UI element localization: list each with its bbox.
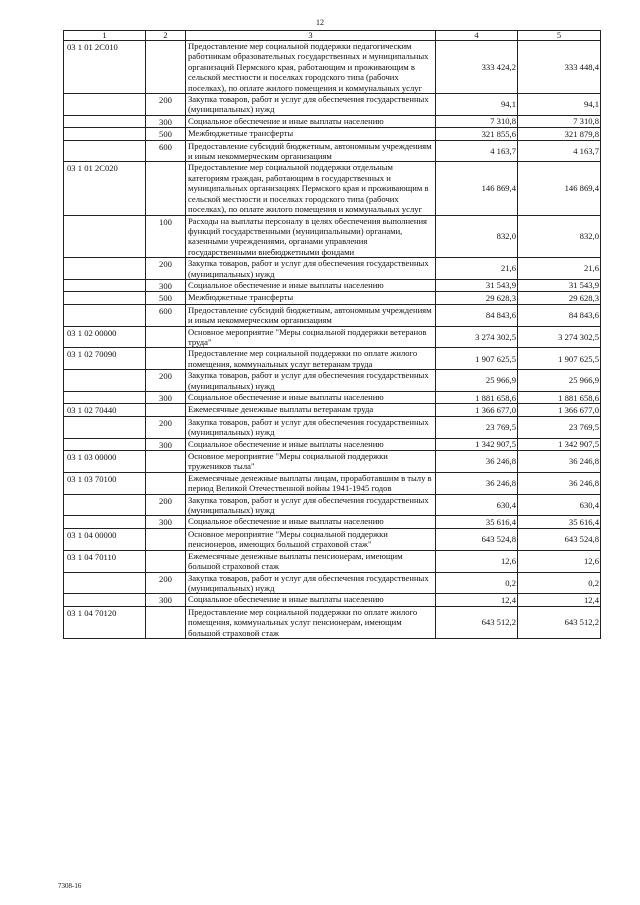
row-code: 03 1 02 70090: [64, 348, 146, 370]
row-expense-type: [146, 404, 186, 416]
row-amount-col5: 36 246,8: [518, 472, 601, 494]
row-amount-col5: 333 448,4: [518, 41, 601, 94]
row-code: 03 1 02 00000: [64, 326, 146, 348]
document-code: 7308-16: [58, 882, 82, 890]
row-code: [64, 494, 146, 516]
table-row: [64, 516, 601, 528]
row-expense-type: 200: [146, 258, 186, 280]
row-code: [64, 94, 146, 116]
row-code: 03 1 04 70120: [64, 606, 146, 638]
row-amount-col4: 12,4: [436, 594, 518, 606]
row-expense-type: 500: [146, 292, 186, 304]
row-amount-col5: 321 879,8: [518, 128, 601, 140]
row-amount-col5: 1 342 907,5: [518, 438, 601, 450]
row-name: Межбюджетные трансферты: [186, 292, 436, 304]
row-code: [64, 258, 146, 280]
row-name: Предоставление субсидий бюджетным, автономным учреждениям и иным некоммерческим организациям: [186, 304, 436, 326]
row-amount-col4: 643 524,8: [436, 528, 518, 550]
row-amount-col5: 146 869,4: [518, 162, 601, 215]
row-expense-type: [146, 451, 186, 473]
row-amount-col4: 1 881 658,6: [436, 392, 518, 404]
row-expense-type: 200: [146, 494, 186, 516]
row-name: Основное мероприятие "Меры социальной поддержки ветеранов труда": [186, 326, 436, 348]
table-row: [64, 304, 601, 326]
row-name: Закупка товаров, работ и услуг для обеспечения государственных (муниципальных) нужд: [186, 94, 436, 116]
row-amount-col5: 31 543,9: [518, 279, 601, 291]
row-name: Межбюджетные трансферты: [186, 128, 436, 140]
row-amount-col4: 0,2: [436, 572, 518, 594]
table-row: [64, 494, 601, 516]
row-amount-col4: 29 628,3: [436, 292, 518, 304]
row-amount-col5: 94,1: [518, 94, 601, 116]
row-amount-col5: 35 616,4: [518, 516, 601, 528]
row-expense-type: [146, 41, 186, 94]
row-amount-col5: 7 310,8: [518, 115, 601, 127]
row-code: [64, 128, 146, 140]
row-code: [64, 370, 146, 392]
table-row: [64, 416, 601, 438]
row-code: [64, 140, 146, 162]
table-row: [64, 392, 601, 404]
row-amount-col5: 84 843,6: [518, 304, 601, 326]
row-expense-type: 100: [146, 215, 186, 258]
row-amount-col5: 23 769,5: [518, 416, 601, 438]
row-expense-type: [146, 606, 186, 638]
row-expense-type: 300: [146, 516, 186, 528]
row-amount-col5: 4 163,7: [518, 140, 601, 162]
row-code: 03 1 03 00000: [64, 451, 146, 473]
header-col-4: 4: [436, 31, 518, 41]
row-amount-col4: 35 616,4: [436, 516, 518, 528]
row-amount-col5: 1 881 658,6: [518, 392, 601, 404]
row-amount-col4: 36 246,8: [436, 451, 518, 473]
row-amount-col5: 1 907 625,5: [518, 348, 601, 370]
row-name: Социальное обеспечение и иные выплаты населению: [186, 279, 436, 291]
table-row: [64, 606, 601, 638]
row-name: Закупка товаров, работ и услуг для обеспечения государственных (муниципальных) нужд: [186, 370, 436, 392]
row-amount-col5: 643 512,2: [518, 606, 601, 638]
row-amount-col4: 643 512,2: [436, 606, 518, 638]
table-row: [64, 258, 601, 280]
row-expense-type: [146, 472, 186, 494]
row-name: Предоставление мер социальной поддержки по оплате жилого помещения, коммунальных услуг пенсионерам, имеющим большой страховой стаж: [186, 606, 436, 638]
row-amount-col5: 12,4: [518, 594, 601, 606]
row-amount-col5: 25 966,9: [518, 370, 601, 392]
budget-table: [63, 30, 601, 639]
row-expense-type: [146, 162, 186, 215]
row-amount-col4: 3 274 302,5: [436, 326, 518, 348]
table-row: [64, 326, 601, 348]
row-name: Социальное обеспечение и иные выплаты населению: [186, 516, 436, 528]
row-name: Закупка товаров, работ и услуг для обеспечения государственных (муниципальных) нужд: [186, 494, 436, 516]
row-expense-type: 200: [146, 370, 186, 392]
row-name: Предоставление мер социальной поддержки отдельным категориям граждан, работающим в государственных и муниципальных организациях Пермского края и проживающим в сельской местности и поселках городского типа (рабочих поселках), по оплате жилого помещения и коммунальных услуг: [186, 162, 436, 215]
table-row: [64, 215, 601, 258]
row-name: Основное мероприятие "Меры социальной поддержки пенсионеров, имеющих большой страховой стаж": [186, 528, 436, 550]
row-code: [64, 416, 146, 438]
row-code: 03 1 01 2C020: [64, 162, 146, 215]
row-name: Предоставление субсидий бюджетным, автономным учреждениям и иным некоммерческим организациям: [186, 140, 436, 162]
row-name: Социальное обеспечение и иные выплаты населению: [186, 594, 436, 606]
row-expense-type: [146, 326, 186, 348]
row-amount-col4: 23 769,5: [436, 416, 518, 438]
row-code: [64, 215, 146, 258]
row-expense-type: [146, 528, 186, 550]
table-row: [64, 528, 601, 550]
row-amount-col4: 36 246,8: [436, 472, 518, 494]
row-name: Предоставление мер социальной поддержки по оплате жилого помещения, коммунальных услуг ветеранам труда: [186, 348, 436, 370]
row-name: Социальное обеспечение и иные выплаты населению: [186, 392, 436, 404]
row-code: [64, 115, 146, 127]
page-number: 12: [316, 18, 324, 27]
table-row: [64, 404, 601, 416]
row-name: Закупка товаров, работ и услуг для обеспечения государственных (муниципальных) нужд: [186, 416, 436, 438]
row-code: 03 1 02 70440: [64, 404, 146, 416]
table-row: [64, 550, 601, 572]
table-row: [64, 594, 601, 606]
row-amount-col5: 21,6: [518, 258, 601, 280]
table-row: [64, 438, 601, 450]
row-code: [64, 292, 146, 304]
row-code: 03 1 03 70100: [64, 472, 146, 494]
row-amount-col4: 333 424,2: [436, 41, 518, 94]
row-code: [64, 572, 146, 594]
row-code: 03 1 04 70110: [64, 550, 146, 572]
table-row: [64, 572, 601, 594]
header-col-1: 1: [64, 31, 146, 41]
row-amount-col4: 1 342 907,5: [436, 438, 518, 450]
row-amount-col4: 832,0: [436, 215, 518, 258]
row-amount-col4: 1 907 625,5: [436, 348, 518, 370]
row-amount-col4: 1 366 677,0: [436, 404, 518, 416]
row-expense-type: 200: [146, 416, 186, 438]
table-row: [64, 140, 601, 162]
table-row: [64, 162, 601, 215]
row-amount-col5: 3 274 302,5: [518, 326, 601, 348]
row-name: Социальное обеспечение и иные выплаты населению: [186, 438, 436, 450]
header-col-3: 3: [186, 31, 436, 41]
row-name: Закупка товаров, работ и услуг для обеспечения государственных (муниципальных) нужд: [186, 572, 436, 594]
row-amount-col5: 12,6: [518, 550, 601, 572]
row-amount-col4: 94,1: [436, 94, 518, 116]
row-code: [64, 594, 146, 606]
row-amount-col5: 832,0: [518, 215, 601, 258]
row-expense-type: [146, 348, 186, 370]
row-amount-col5: 36 246,8: [518, 451, 601, 473]
header-col-5: 5: [518, 31, 601, 41]
row-amount-col4: 21,6: [436, 258, 518, 280]
row-name: Социальное обеспечение и иные выплаты населению: [186, 115, 436, 127]
header-col-2: 2: [146, 31, 186, 41]
row-name: Основное мероприятие "Меры социальной поддержки тружеников тыла": [186, 451, 436, 473]
table-row: [64, 128, 601, 140]
row-amount-col5: 29 628,3: [518, 292, 601, 304]
table-row: [64, 115, 601, 127]
row-name: Закупка товаров, работ и услуг для обеспечения государственных (муниципальных) нужд: [186, 258, 436, 280]
row-amount-col4: 321 855,6: [436, 128, 518, 140]
row-expense-type: 600: [146, 140, 186, 162]
header-row: [64, 31, 601, 41]
table-row: [64, 472, 601, 494]
row-code: [64, 438, 146, 450]
row-code: 03 1 01 2C010: [64, 41, 146, 94]
row-amount-col4: 7 310,8: [436, 115, 518, 127]
row-expense-type: 300: [146, 279, 186, 291]
table-row: [64, 451, 601, 473]
row-code: [64, 279, 146, 291]
row-expense-type: 300: [146, 392, 186, 404]
row-name: Ежемесячные денежные выплаты ветеранам труда: [186, 404, 436, 416]
row-code: 03 1 04 00000: [64, 528, 146, 550]
row-amount-col5: 1 366 677,0: [518, 404, 601, 416]
row-code: [64, 392, 146, 404]
row-expense-type: 500: [146, 128, 186, 140]
row-amount-col4: 31 543,9: [436, 279, 518, 291]
table-row: [64, 292, 601, 304]
row-code: [64, 516, 146, 528]
row-name: Предоставление мер социальной поддержки педагогическим работникам образовательных государственных и муниципальных организаций Пермского края, работающим и проживающим в сельской местности и поселках городского типа (рабочих поселках), по оплате жилого помещения и коммунальных услуг: [186, 41, 436, 94]
row-expense-type: 200: [146, 572, 186, 594]
row-expense-type: 600: [146, 304, 186, 326]
table-row: [64, 348, 601, 370]
row-name: Расходы на выплаты персоналу в целях обеспечения выполнения функций государственными (муниципальными) органами, казенными учреждениями, органами управления государственными внебюджетными фондами: [186, 215, 436, 258]
row-amount-col4: 4 163,7: [436, 140, 518, 162]
row-name: Ежемесячные денежные выплаты пенсионерам, имеющим большой страховой стаж: [186, 550, 436, 572]
row-amount-col4: 84 843,6: [436, 304, 518, 326]
row-amount-col4: 630,4: [436, 494, 518, 516]
table-row: [64, 94, 601, 116]
table-row: [64, 370, 601, 392]
table-row: [64, 41, 601, 94]
row-expense-type: 200: [146, 94, 186, 116]
row-amount-col4: 25 966,9: [436, 370, 518, 392]
row-amount-col4: 146 869,4: [436, 162, 518, 215]
table-row: [64, 279, 601, 291]
row-amount-col5: 643 524,8: [518, 528, 601, 550]
row-name: Ежемесячные денежные выплаты лицам, проработавшим в тылу в период Великой Отечественной войны 1941-1945 годов: [186, 472, 436, 494]
row-expense-type: 300: [146, 438, 186, 450]
row-amount-col5: 0,2: [518, 572, 601, 594]
row-expense-type: [146, 550, 186, 572]
row-code: [64, 304, 146, 326]
row-expense-type: 300: [146, 594, 186, 606]
row-amount-col5: 630,4: [518, 494, 601, 516]
row-expense-type: 300: [146, 115, 186, 127]
row-amount-col4: 12,6: [436, 550, 518, 572]
